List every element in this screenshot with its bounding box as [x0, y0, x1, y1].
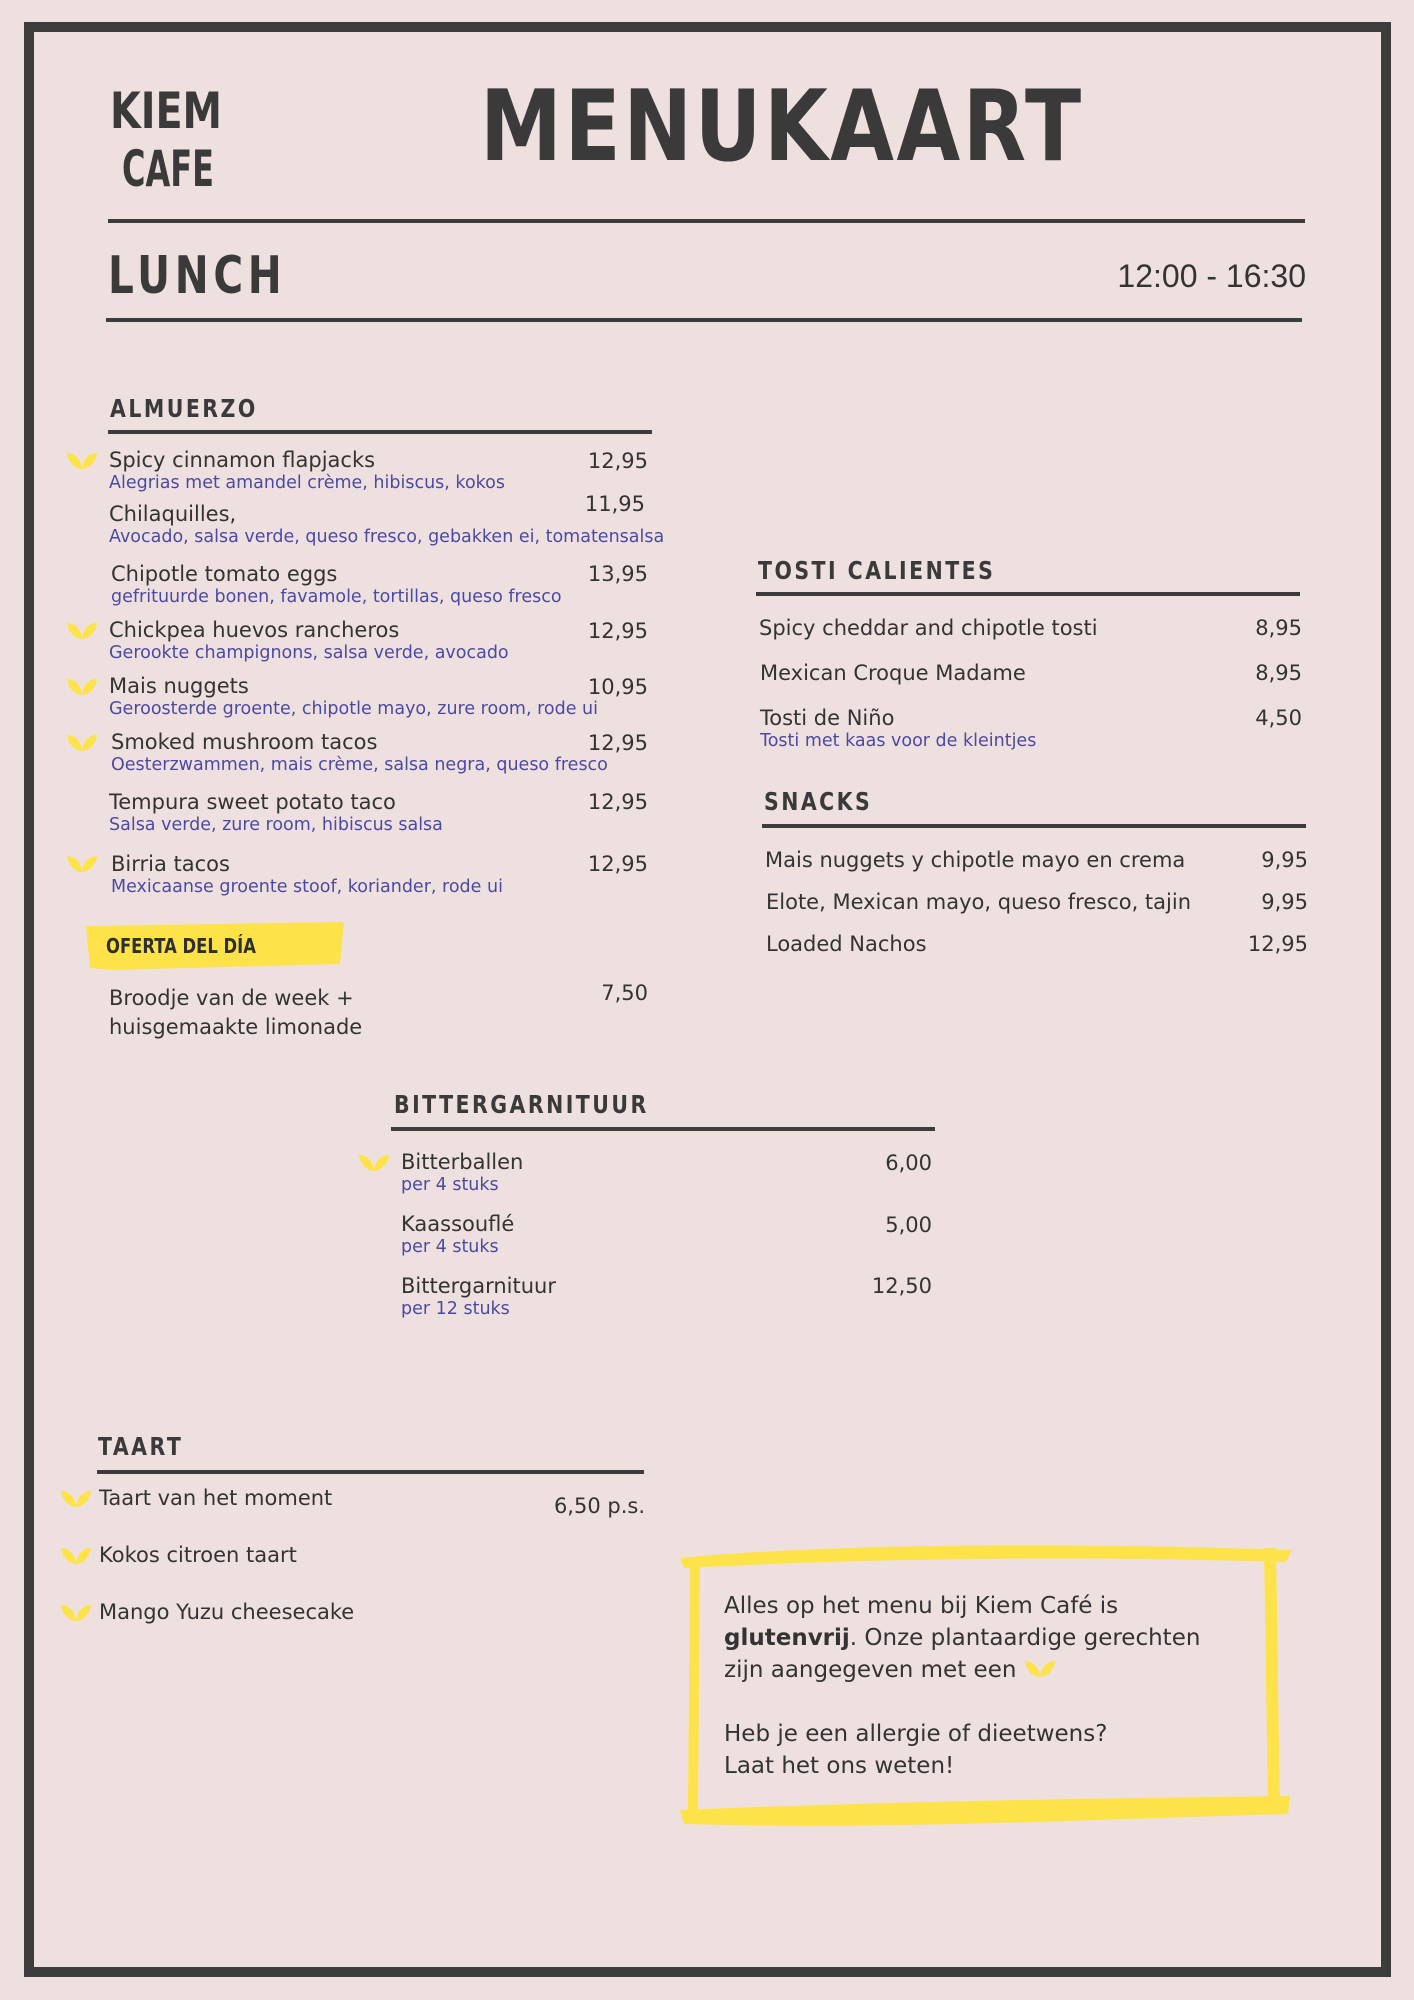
oferta-line1: Broodje van de week +: [109, 986, 354, 1010]
item-description: Avocado, salsa verde, queso fresco, gebakken ei, tomatensalsa: [109, 527, 665, 548]
note-line3: [724, 1654, 1204, 1686]
item-name: Tempura sweet potato taco: [109, 790, 396, 814]
menu-item: [99, 1486, 332, 1511]
menu-item: [111, 852, 503, 899]
menu-item: [759, 616, 1098, 641]
item-description: per 12 stuks: [401, 1299, 510, 1320]
note-line5: Laat het ons weten!: [724, 1753, 955, 1779]
menu-item: [401, 1274, 556, 1321]
almuerzo-heading: ALMUERZO: [110, 394, 258, 423]
leaf-icon: [66, 450, 98, 472]
logo-line2: CAFE: [122, 140, 214, 198]
item-description: per 4 stuks: [401, 1237, 499, 1258]
leaf-icon: [66, 676, 98, 698]
item-name: Chilaquilles,: [109, 502, 237, 526]
leaf-icon: [358, 1152, 390, 1174]
item-price: 12,95: [1247, 932, 1308, 956]
title-divider: [108, 219, 1305, 223]
menu-item: [109, 502, 664, 549]
item-price: 8,95: [1255, 661, 1302, 685]
leaf-icon: [1024, 1658, 1056, 1680]
item-name: Kokos citroen taart: [99, 1543, 297, 1567]
tosti-heading: TOSTI CALIENTES: [758, 556, 996, 585]
menu-item: [766, 890, 1191, 915]
taart-heading: TAART: [98, 1432, 184, 1461]
snacks-heading: SNACKS: [764, 787, 873, 816]
item-name: Tosti de Niño: [760, 706, 895, 730]
leaf-icon: [66, 620, 98, 642]
item-name: Bittergarnituur: [401, 1274, 556, 1298]
item-description: gefrituurde bonen, favamole, tortillas, queso fresco: [111, 587, 562, 608]
item-name: Mexican Croque Madame: [760, 661, 1026, 685]
item-name: Mais nuggets y chipotle mayo en crema: [765, 848, 1186, 872]
item-name: Bitterballen: [401, 1150, 524, 1174]
note-line4: Heb je een allergie of dieetwens?: [724, 1721, 1108, 1747]
gluten-info-note: [724, 1590, 1204, 1782]
item-description: Tosti met kaas voor de kleintjes: [760, 731, 1037, 752]
item-name: Mango Yuzu cheesecake: [99, 1600, 355, 1624]
item-description: Gerookte champignons, salsa verde, avocado: [109, 643, 509, 664]
item-price: 11,95: [584, 492, 645, 516]
item-name: Chickpea huevos rancheros: [109, 618, 400, 642]
menu-item: [109, 448, 505, 495]
note-bold: glutenvrij: [724, 1625, 850, 1651]
menu-item: [111, 562, 562, 609]
menu-item: [760, 661, 1026, 686]
leaf-icon: [60, 1602, 92, 1624]
lunch-heading: LUNCH: [108, 246, 287, 306]
note-line1: Alles op het menu bij Kiem Café is: [724, 1593, 1119, 1619]
oferta-item: [109, 984, 362, 1042]
item-price: 12,95: [587, 619, 648, 643]
item-name: Spicy cinnamon flapjacks: [109, 448, 376, 472]
item-name: Kaassouflé: [401, 1212, 515, 1236]
item-price: 8,95: [1255, 616, 1302, 640]
item-name: Spicy cheddar and chipotle tosti: [759, 616, 1098, 640]
menu-item: [765, 848, 1185, 873]
snacks-divider: [762, 824, 1306, 828]
oferta-price: 7,50: [601, 981, 648, 1005]
item-name: Birria tacos: [111, 852, 230, 876]
lunch-hours: 12:00 - 16:30: [1117, 258, 1306, 294]
oferta-line2: huisgemaakte limonade: [109, 1015, 363, 1039]
menu-item: [99, 1600, 354, 1625]
menu-item: [401, 1150, 523, 1197]
note-line3-text: zijn aangegeven met een: [724, 1657, 1017, 1683]
item-name: Elote, Mexican mayo, queso fresco, tajin: [766, 890, 1192, 914]
menu-item: [109, 618, 509, 665]
item-price: 12,95: [587, 731, 648, 755]
logo-line1: KIEM: [110, 82, 222, 140]
item-description: Geroosterde groente, chipotle mayo, zure room, rode ui: [109, 699, 598, 720]
oferta-label: OFERTA DEL DÍA: [106, 934, 256, 958]
menu-item: [401, 1212, 514, 1259]
item-name: Loaded Nachos: [766, 932, 927, 956]
lunch-divider: [106, 318, 1302, 322]
note-spacer: [724, 1686, 1204, 1718]
item-price: 13,95: [587, 562, 648, 586]
item-price: 10,95: [587, 675, 648, 699]
item-description: per 4 stuks: [401, 1175, 499, 1196]
item-price: 12,50: [871, 1274, 932, 1298]
almuerzo-divider: [108, 430, 652, 434]
item-description: Mexicaanse groente stoof, koriander, rode ui: [111, 877, 503, 898]
item-price: 12,95: [587, 449, 648, 473]
leaf-icon: [66, 732, 98, 754]
note-line2: [724, 1622, 1204, 1654]
menu-item: [760, 706, 1036, 753]
tosti-divider: [756, 592, 1300, 596]
taart-divider: [97, 1470, 644, 1474]
kiem-cafe-logo: [108, 76, 226, 198]
item-price: 12,95: [587, 790, 648, 814]
item-price: 6,00: [885, 1151, 932, 1175]
note-line2-rest: . Onze plantaardige gerechten: [849, 1625, 1201, 1651]
item-description: Alegrias met amandel crème, hibiscus, kokos: [109, 473, 505, 494]
menu-item: [111, 730, 608, 777]
leaf-icon: [66, 853, 98, 875]
menu-item: [109, 674, 598, 721]
menu-item: [766, 932, 927, 957]
item-name: Chipotle tomato eggs: [111, 562, 338, 586]
menu-item: [99, 1543, 297, 1568]
bitter-heading: BITTERGARNITUUR: [394, 1090, 649, 1119]
item-name: Taart van het moment: [99, 1486, 333, 1510]
item-price: 9,95: [1261, 890, 1308, 914]
item-price: 12,95: [587, 852, 648, 876]
leaf-icon: [60, 1545, 92, 1567]
item-description: Oesterzwammen, mais crème, salsa negra, queso fresco: [111, 755, 608, 776]
item-price: 9,95: [1261, 848, 1308, 872]
page-title: MENUKAART: [480, 70, 1084, 184]
taart-price: 6,50 p.s.: [553, 1494, 645, 1518]
item-price: 5,00: [885, 1213, 932, 1237]
item-name: Smoked mushroom tacos: [111, 730, 378, 754]
item-price: 4,50: [1255, 706, 1302, 730]
item-name: Mais nuggets: [109, 674, 249, 698]
item-description: Salsa verde, zure room, hibiscus salsa: [109, 815, 443, 836]
menu-item: [109, 790, 443, 837]
leaf-icon: [60, 1488, 92, 1510]
bitter-divider: [391, 1127, 935, 1131]
